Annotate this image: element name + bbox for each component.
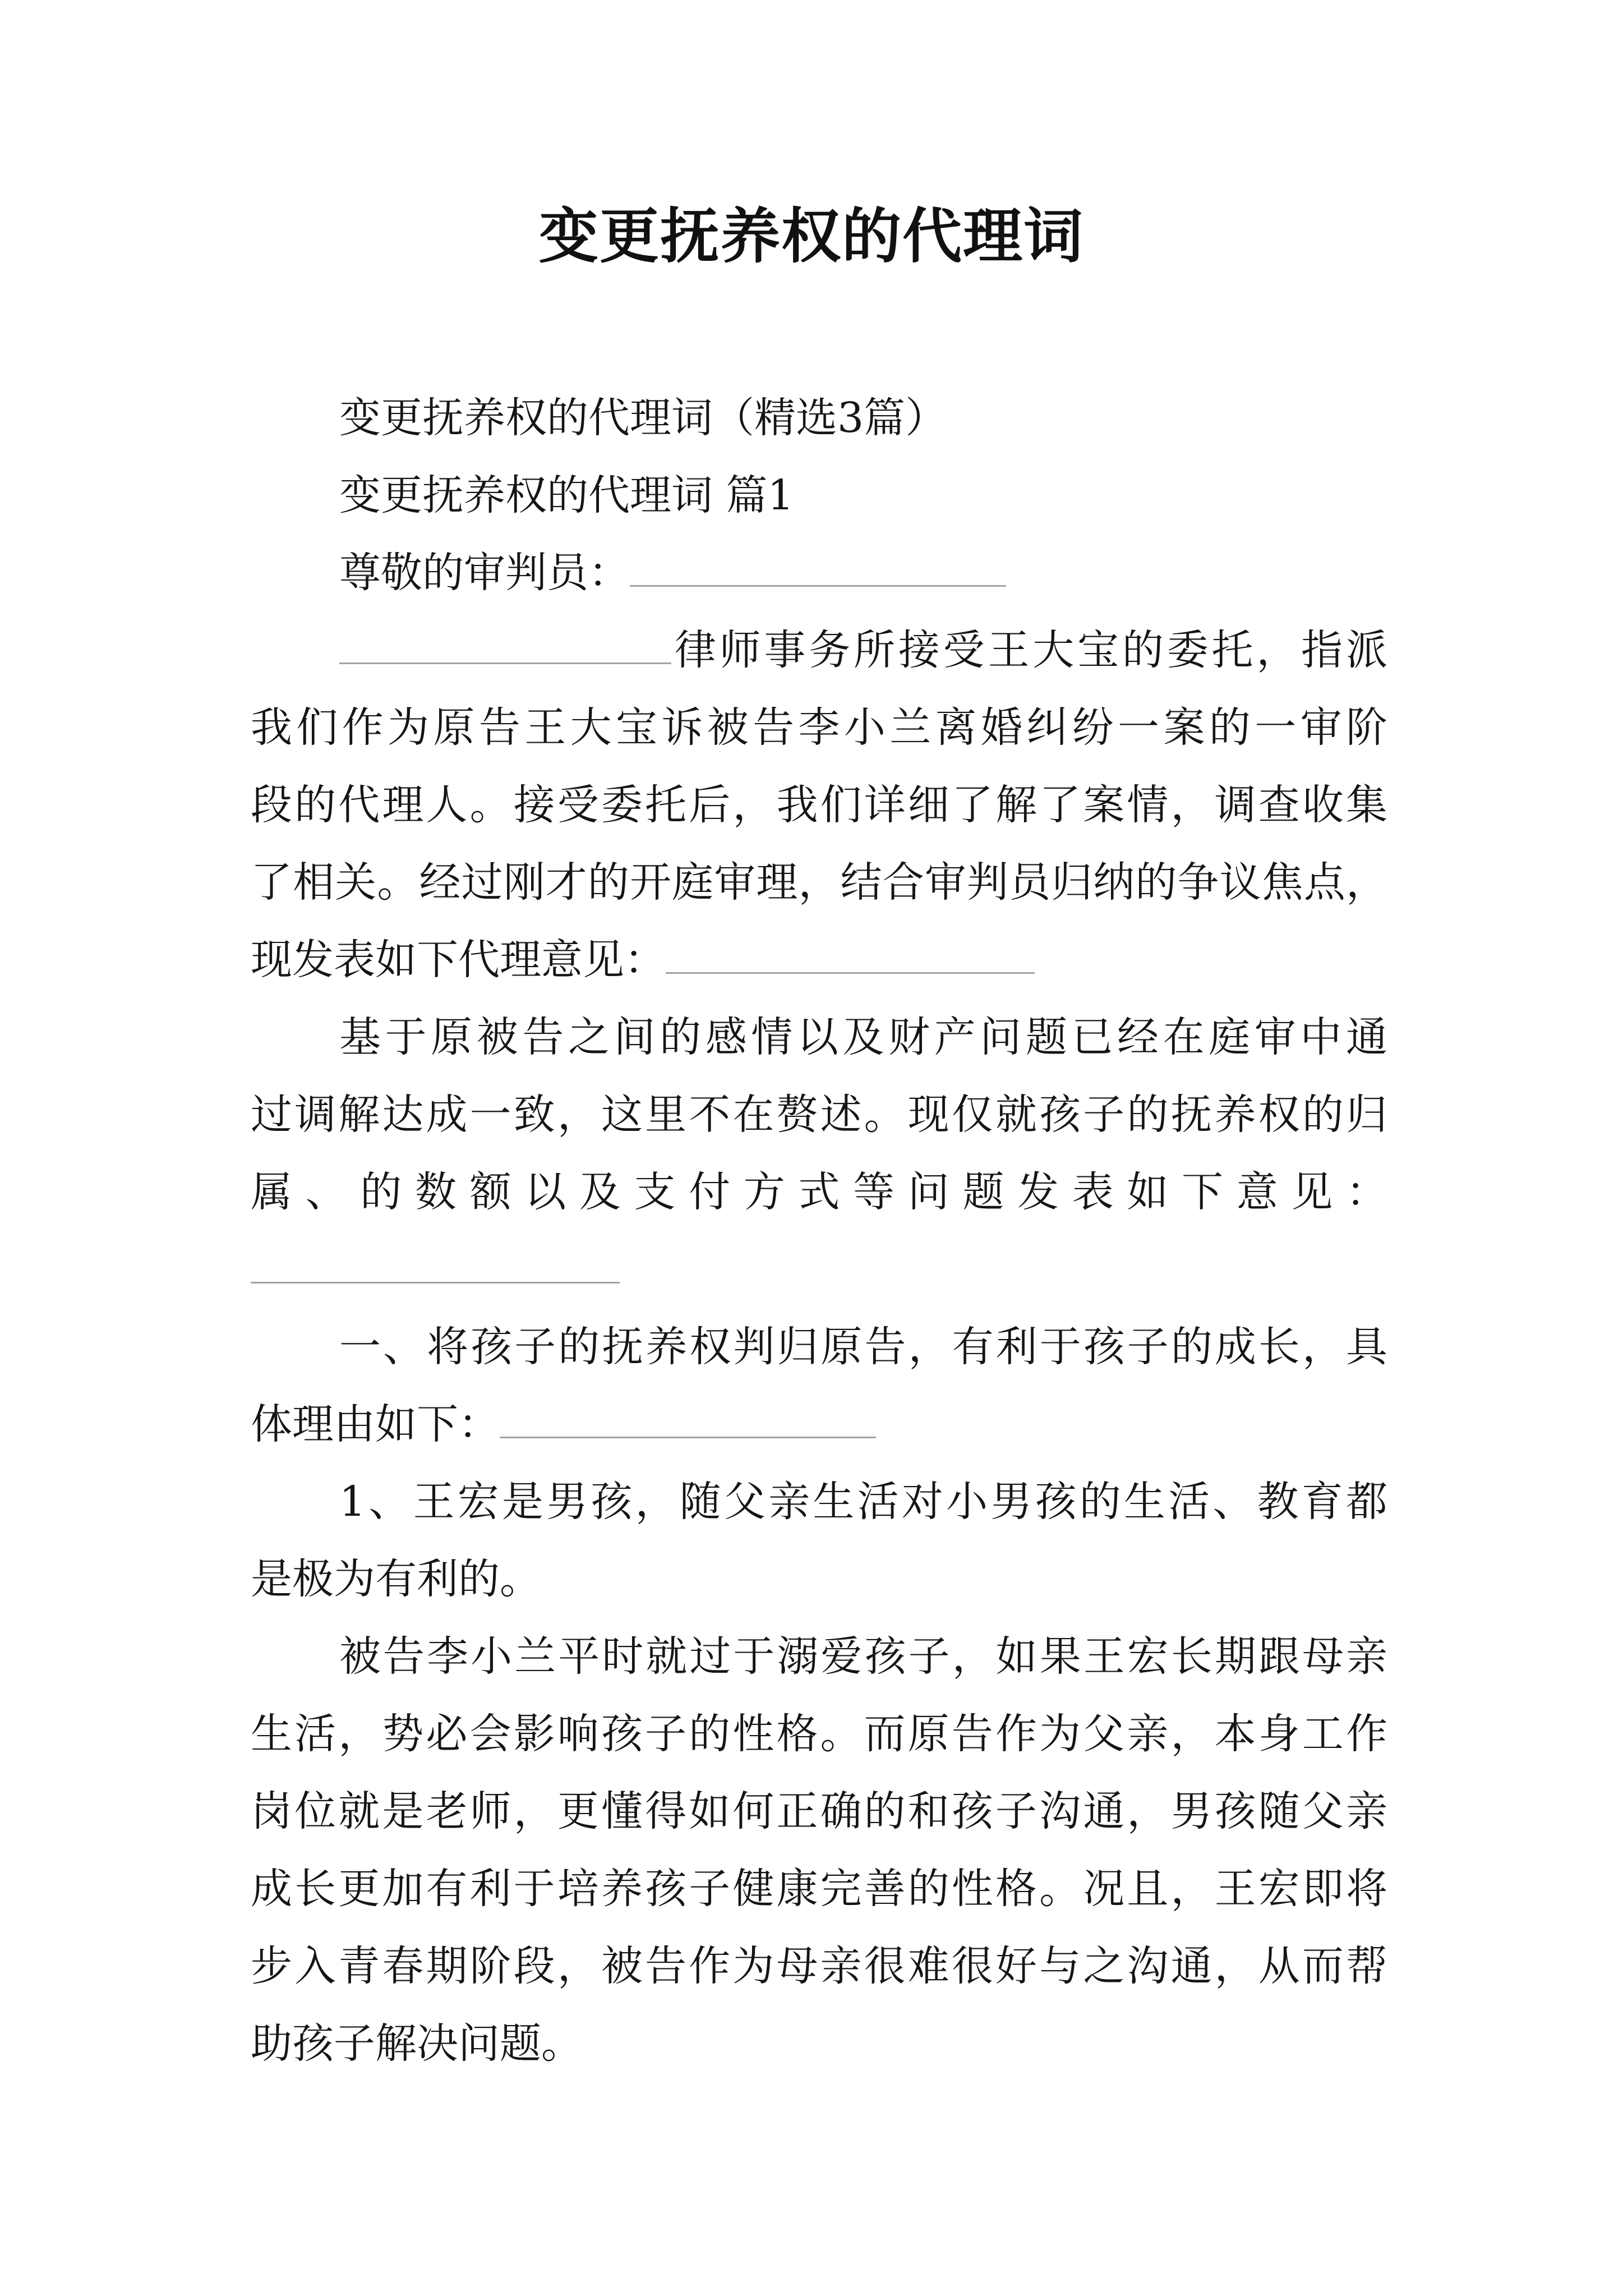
document-body: [251, 379, 1387, 2082]
text-line: 成长更加有利于培养孩子健康完善的性格。况且，王宏即将: [251, 1865, 1387, 1913]
section-heading: 变更抚养权的代理词 篇1: [339, 471, 794, 519]
text-line: [251, 611, 1387, 689]
subtitle-line: 变更抚养权的代理词（精选3篇）: [339, 394, 947, 442]
paragraph: [251, 999, 1387, 1308]
text-line: 是极为有利的。: [251, 1555, 541, 1603]
text-line: 岗位就是老师，更懂得如何正确的和孩子沟通，男孩随父亲: [251, 1787, 1387, 1835]
fill-in-blank: [251, 1281, 620, 1283]
text-line-content: 体理由如下：: [251, 1400, 500, 1448]
document-title: 变更抚养权的代理词: [539, 201, 1084, 271]
text-line: [251, 1386, 1387, 1463]
text-line: 了相关。经过刚才的开庭审理，结合审判员归纳的争议焦点，: [251, 858, 1387, 907]
text-line: 我们作为原告王大宝诉被告李小兰离婚纠纷一案的一审阶: [251, 703, 1387, 752]
text-line: 过调解达成一致，这里不在赘述。现仅就孩子的抚养权的归: [251, 1091, 1387, 1139]
text-line: 助孩子解决问题。: [251, 2019, 583, 2068]
salutation-text: 尊敬的审判员：: [339, 549, 630, 597]
paragraph: [251, 1308, 1387, 1463]
text-line: 生活，势必会影响孩子的性格。而原告作为父亲，本身工作: [251, 1710, 1387, 1758]
paragraph: [251, 1463, 1387, 1618]
text-line: 段的代理人。接受委托后，我们详细了解了案情，调查收集: [251, 781, 1387, 829]
salutation-line: [251, 534, 1387, 611]
text-line: [251, 921, 1387, 999]
text-line: 一、将孩子的抚养权判归原告，有利于孩子的成长，具: [339, 1323, 1387, 1371]
fill-in-blank: [666, 972, 1035, 974]
fill-in-blank: [339, 662, 671, 664]
fill-in-blank: [630, 585, 1006, 587]
paragraph: [251, 611, 1387, 999]
text-line: 1、王宏是男孩，随父亲生活对小男孩的生活、教育都: [339, 1478, 1387, 1526]
text-line: 被告李小兰平时就过于溺爱孩子，如果王宏长期跟母亲: [339, 1632, 1387, 1681]
text-line: 基于原被告之间的感情以及财产问题已经在庭审中通: [339, 1013, 1387, 1061]
text-line-content: 律师事务所接受王大宝的委托，指派: [671, 626, 1387, 674]
paragraph: [251, 1618, 1387, 2082]
fill-in-blank: [500, 1436, 876, 1438]
text-line-content: 现发表如下代理意见：: [251, 936, 666, 984]
text-line: 步入青春期阶段，被告作为母亲很难很好与之沟通，从而帮: [251, 1942, 1387, 1990]
text-line: 属、的数额以及支付方式等问题发表如下意见：: [251, 1168, 1387, 1216]
blank-line: [251, 1231, 1387, 1308]
